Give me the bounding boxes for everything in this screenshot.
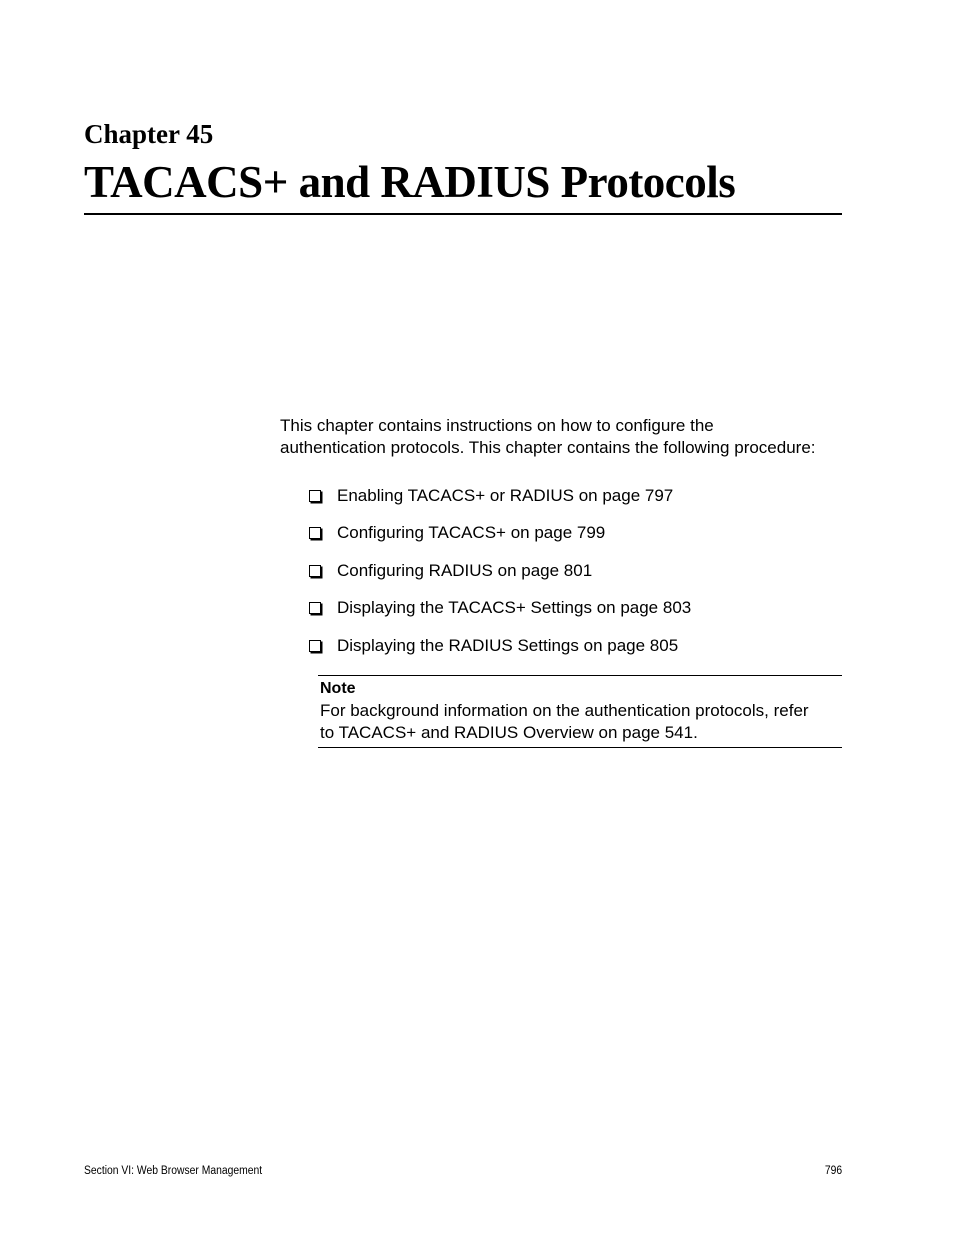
procedure-item-configuring-radius [308,552,691,590]
footer-section-title: Section VI: Web Browser Management [84,1165,263,1177]
intro-line: This chapter contains instructions on how to configure the [280,416,714,435]
checkbox-bullet-icon [309,490,321,502]
procedure-link[interactable]: Enabling TACACS+ or RADIUS on page 797 [337,485,674,505]
title-underline [84,213,842,215]
procedure-link[interactable]: Displaying the TACACS+ Settings on page 803 [337,598,692,618]
procedure-list [308,477,691,665]
procedure-item-configuring-tacacs [308,515,691,553]
procedure-item-displaying-tacacs [308,590,691,628]
note-box [318,675,842,748]
checkbox-bullet-icon [309,602,321,614]
checkbox-bullet-icon [309,565,321,577]
note-heading: Note [320,680,356,697]
note-line: For background information on the authentication protocols, refer [320,701,809,720]
procedure-item-displaying-radius [308,627,691,665]
procedure-link[interactable]: Configuring TACACS+ on page 799 [337,523,606,543]
checkbox-bullet-icon [309,527,321,539]
checkbox-bullet-icon [309,640,321,652]
procedure-link[interactable]: Displaying the RADIUS Settings on page 805 [337,635,679,655]
note-line[interactable]: to TACACS+ and RADIUS Overview on page 541. [320,723,698,742]
procedure-link[interactable]: Configuring RADIUS on page 801 [337,560,593,580]
footer-page-number: 796 [824,1165,842,1177]
chapter-number: Chapter 45 [84,119,214,149]
procedure-item-enabling [308,477,691,515]
intro-paragraph [280,415,850,459]
intro-line: authentication protocols. This chapter contains the following procedure: [280,438,816,457]
chapter-title: TACACS+ and RADIUS Protocols [84,157,736,207]
